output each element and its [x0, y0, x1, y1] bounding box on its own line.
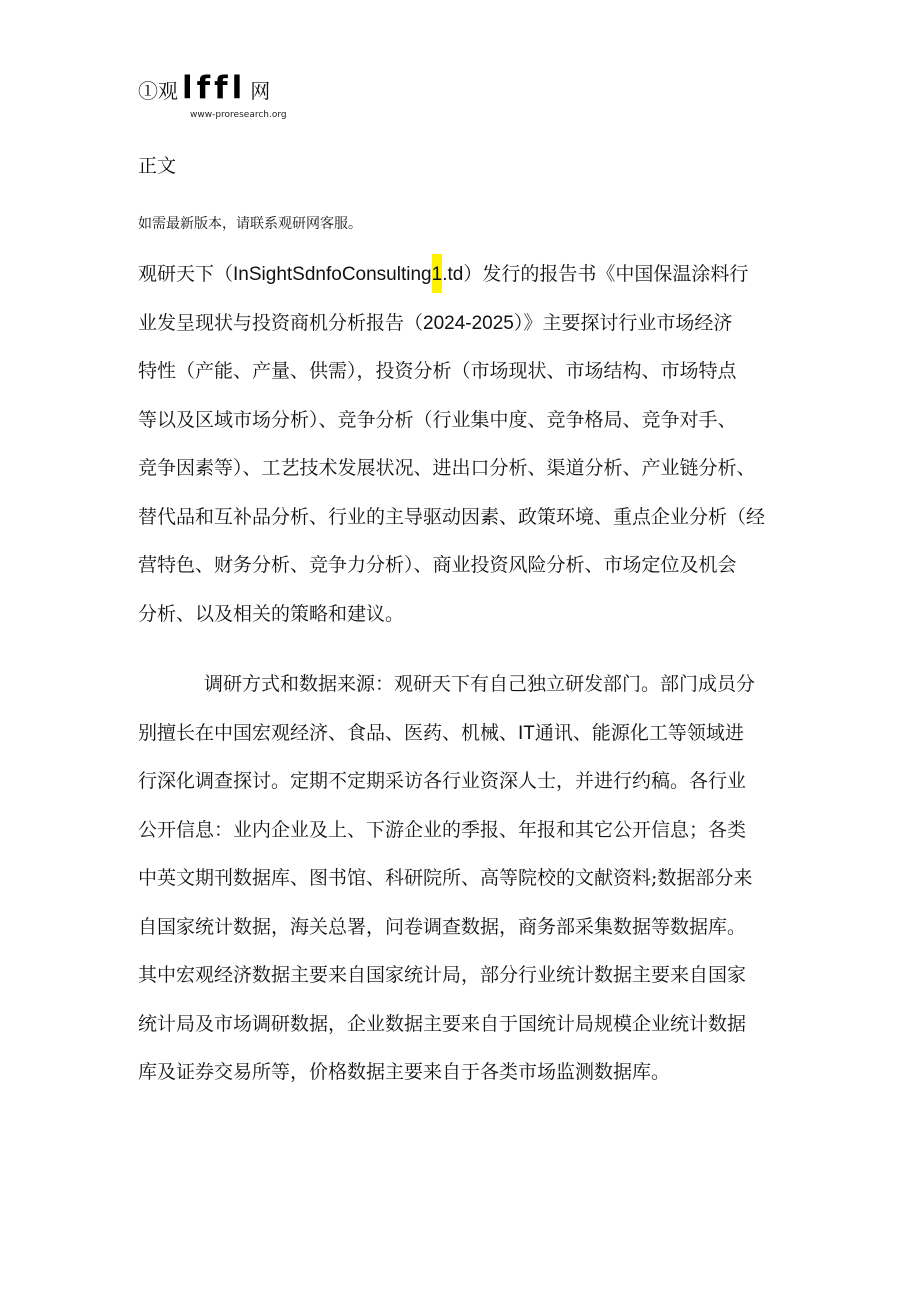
logo-stylized-text: lffl — [182, 70, 247, 106]
paragraph-line: 竞争因素等）、工艺技术发展状况、进出口分析、渠道分析、产业链分析、 — [138, 457, 756, 479]
section-title: 正文 — [138, 155, 177, 177]
company-english-name: InSightSdnfoConsulting — [233, 264, 432, 285]
research-method-paragraph — [138, 660, 798, 1097]
report-intro-paragraph — [138, 250, 798, 638]
paragraph-line — [138, 709, 798, 758]
paragraph-line: 公开信息：业内企业及上、下游企业的季报、年报和其它公开信息；各类 — [138, 818, 747, 841]
paragraph-line: 库及证券交易所等，价格数据主要来自于各类市场监测数据库。 — [138, 1061, 671, 1083]
text-run: 业发呈现状与投资商机分析报告（ — [138, 311, 424, 334]
paragraph-line: 等以及区域市场分析）、竞争分析（行业集中度、竞争格局、竞争对手、 — [138, 408, 737, 431]
highlighted-text: 1 — [432, 254, 443, 293]
paragraph-line: 营特色、财务分析、竞争力分析）、商业投资风险分析、市场定位及机会 — [138, 554, 737, 576]
paragraph-line — [138, 250, 798, 299]
paragraph-line: 特性（产能、产量、供需），投资分析（市场现状、市场结构、市场特点 — [138, 360, 737, 382]
text-run: 观研天下（ — [138, 263, 234, 285]
paragraph-line: 统计局及市场调研数据，企业数据主要来自于国统计局规模企业统计数据 — [138, 1012, 747, 1035]
text-run: ）发行的报告书《中国保温涂料行 — [463, 263, 749, 285]
company-english-suffix: .td — [442, 264, 464, 285]
paragraph-line: 分析、以及相关的策略和建议。 — [138, 602, 405, 625]
paragraph-line: 替代品和互补品分析、行业的主导驱动因素、政策环境、重点企业分析（经 — [138, 505, 766, 528]
paragraph-line: 行深化调查探讨。定期不定期采访各行业资深人士，并进行约稿。各行业 — [138, 770, 747, 792]
paragraph-line: 其中宏观经济数据主要来自国家统计局，部分行业统计数据主要来自国家 — [138, 964, 747, 986]
text-run-latin: IT — [518, 722, 535, 744]
report-years: 2024-2025 — [423, 312, 514, 334]
paragraph-line: 调研方式和数据来源：观研天下有自己独立研发部门。部门成员分 — [204, 673, 756, 695]
brand-logo — [138, 70, 270, 106]
text-run: ）》主要探讨行业市场经济 — [513, 311, 733, 334]
logo-suffix: 网 — [250, 79, 271, 103]
paragraph-line — [138, 299, 798, 348]
text-run: 通讯、能源化工等领域进 — [534, 721, 744, 744]
site-url: www-proresearch.org — [190, 110, 287, 120]
text-run: 别擅长在中国宏观经济、食品、医药、机械、 — [138, 721, 519, 744]
logo-prefix: ①观 — [138, 79, 178, 103]
version-notice: 如需最新版本，请联系观研网客服。 — [138, 216, 362, 232]
paragraph-line: 自国家统计数据，海关总署，问卷调查数据，商务部采集数据等数据库。 — [138, 915, 747, 938]
paragraph-line: 中英文期刊数据库、图书馆、科研院所、高等院校的文献资料;数据部分来 — [138, 867, 753, 889]
